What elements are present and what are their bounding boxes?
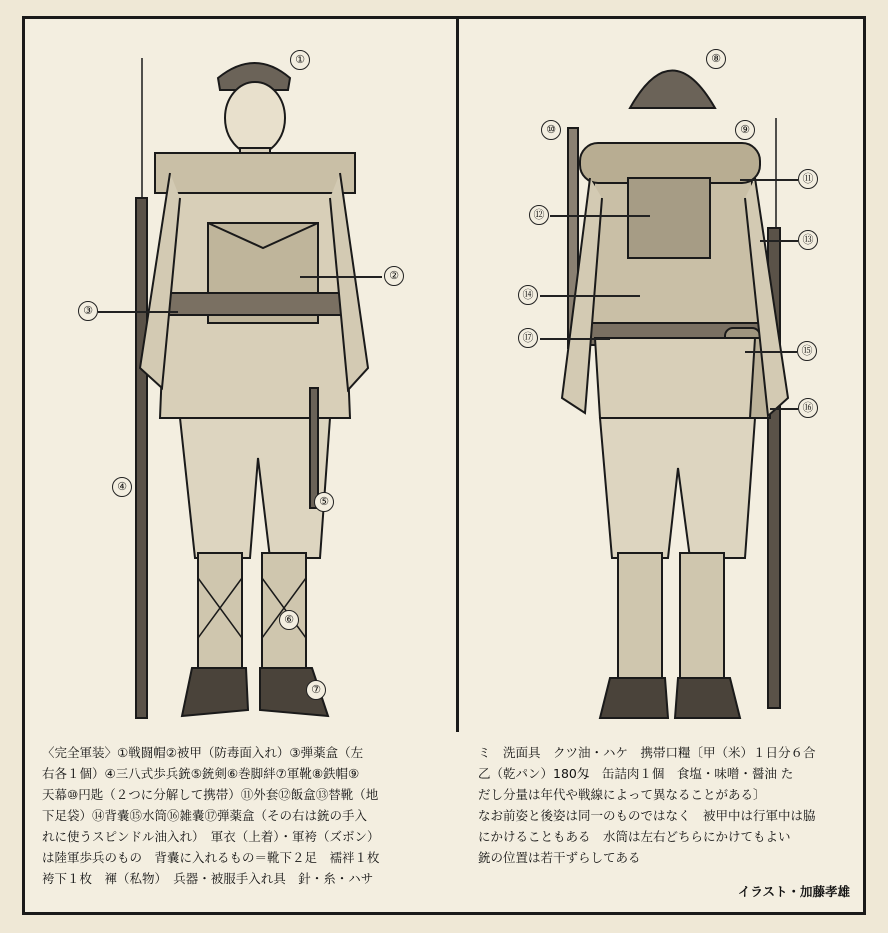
caption-line: 袴下１枚 褌（私物） 兵器・被服手入れ具 針・糸・ハサ bbox=[42, 871, 374, 886]
leader-line-3 bbox=[98, 311, 178, 313]
callout-9: ⑨ bbox=[735, 120, 755, 140]
callout-16: ⑯ bbox=[798, 398, 818, 418]
callout-13: ⑬ bbox=[798, 230, 818, 250]
caption-line: 〈完全軍装〉①戦闘帽②被甲（防毒面入れ）③弾薬盒（左 bbox=[42, 745, 364, 760]
soldier-front-illustration bbox=[100, 38, 370, 728]
callout-4: ④ bbox=[112, 477, 132, 497]
callout-1: ① bbox=[290, 50, 310, 70]
caption-line: だし分量は年代や戦線によって異なることがある〕 bbox=[478, 787, 766, 802]
callout-3: ③ bbox=[78, 301, 98, 321]
leader-line-15 bbox=[745, 351, 797, 353]
leader-line-13 bbox=[760, 240, 798, 242]
callout-11: ⑪ bbox=[798, 169, 818, 189]
callout-14: ⑭ bbox=[518, 285, 538, 305]
leader-line-17 bbox=[540, 338, 610, 340]
leader-line-14 bbox=[540, 295, 640, 297]
leader-line-12 bbox=[550, 215, 650, 217]
callout-5: ⑤ bbox=[314, 492, 334, 512]
caption-line: は陸軍歩兵のもの 背嚢に入れるもの＝靴下２足 襦袢１枚 bbox=[42, 850, 380, 865]
soldier-back-illustration bbox=[540, 38, 830, 728]
caption-line: 右各１個）④三八式歩兵銃⑤銃剣⑥巻脚絆⑦軍靴⑧鉄帽⑨ bbox=[42, 766, 360, 781]
callout-12: ⑫ bbox=[529, 205, 549, 225]
leader-line-16 bbox=[770, 408, 798, 410]
caption-right bbox=[478, 742, 816, 868]
caption-line: 下足袋）⑭背嚢⑮水筒⑯雑嚢⑰弾薬盒（その右は銃の手入 bbox=[42, 808, 368, 823]
leader-line-11 bbox=[740, 179, 798, 181]
caption-left bbox=[42, 742, 380, 889]
leader-line-2 bbox=[300, 276, 382, 278]
illustration-credit: イラスト・加藤孝雄 bbox=[737, 884, 850, 899]
caption-line: ミ 洗面具 クツ油・ハケ 携帯口糧〔甲（米）１日分６合 bbox=[478, 745, 816, 760]
callout-6: ⑥ bbox=[279, 610, 299, 630]
panel-divider bbox=[456, 16, 459, 732]
caption-line: 天幕⑩円匙（２つに分解して携帯）⑪外套⑫飯盒⑬替靴（地 bbox=[42, 787, 379, 802]
caption-line: なお前姿と後姿は同一のものではなく 被甲中は行軍中は脇 bbox=[478, 808, 816, 823]
callout-17: ⑰ bbox=[518, 328, 538, 348]
callout-2: ② bbox=[384, 266, 404, 286]
callout-8: ⑧ bbox=[706, 49, 726, 69]
caption-line: にかけることもある 水筒は左右どちらにかけてもよい bbox=[478, 829, 791, 844]
callout-10: ⑩ bbox=[541, 120, 561, 140]
caption-line: 乙（乾パン）180匁 缶詰肉１個 食塩・味噌・醤油 た bbox=[478, 766, 794, 781]
caption-line: 銃の位置は若干ずらしてある bbox=[478, 850, 641, 865]
callout-15: ⑮ bbox=[797, 341, 817, 361]
callout-7: ⑦ bbox=[306, 680, 326, 700]
caption-line: れに使うスピンドル油入れ） 軍衣（上着）・軍袴（ズボン） bbox=[42, 829, 380, 844]
